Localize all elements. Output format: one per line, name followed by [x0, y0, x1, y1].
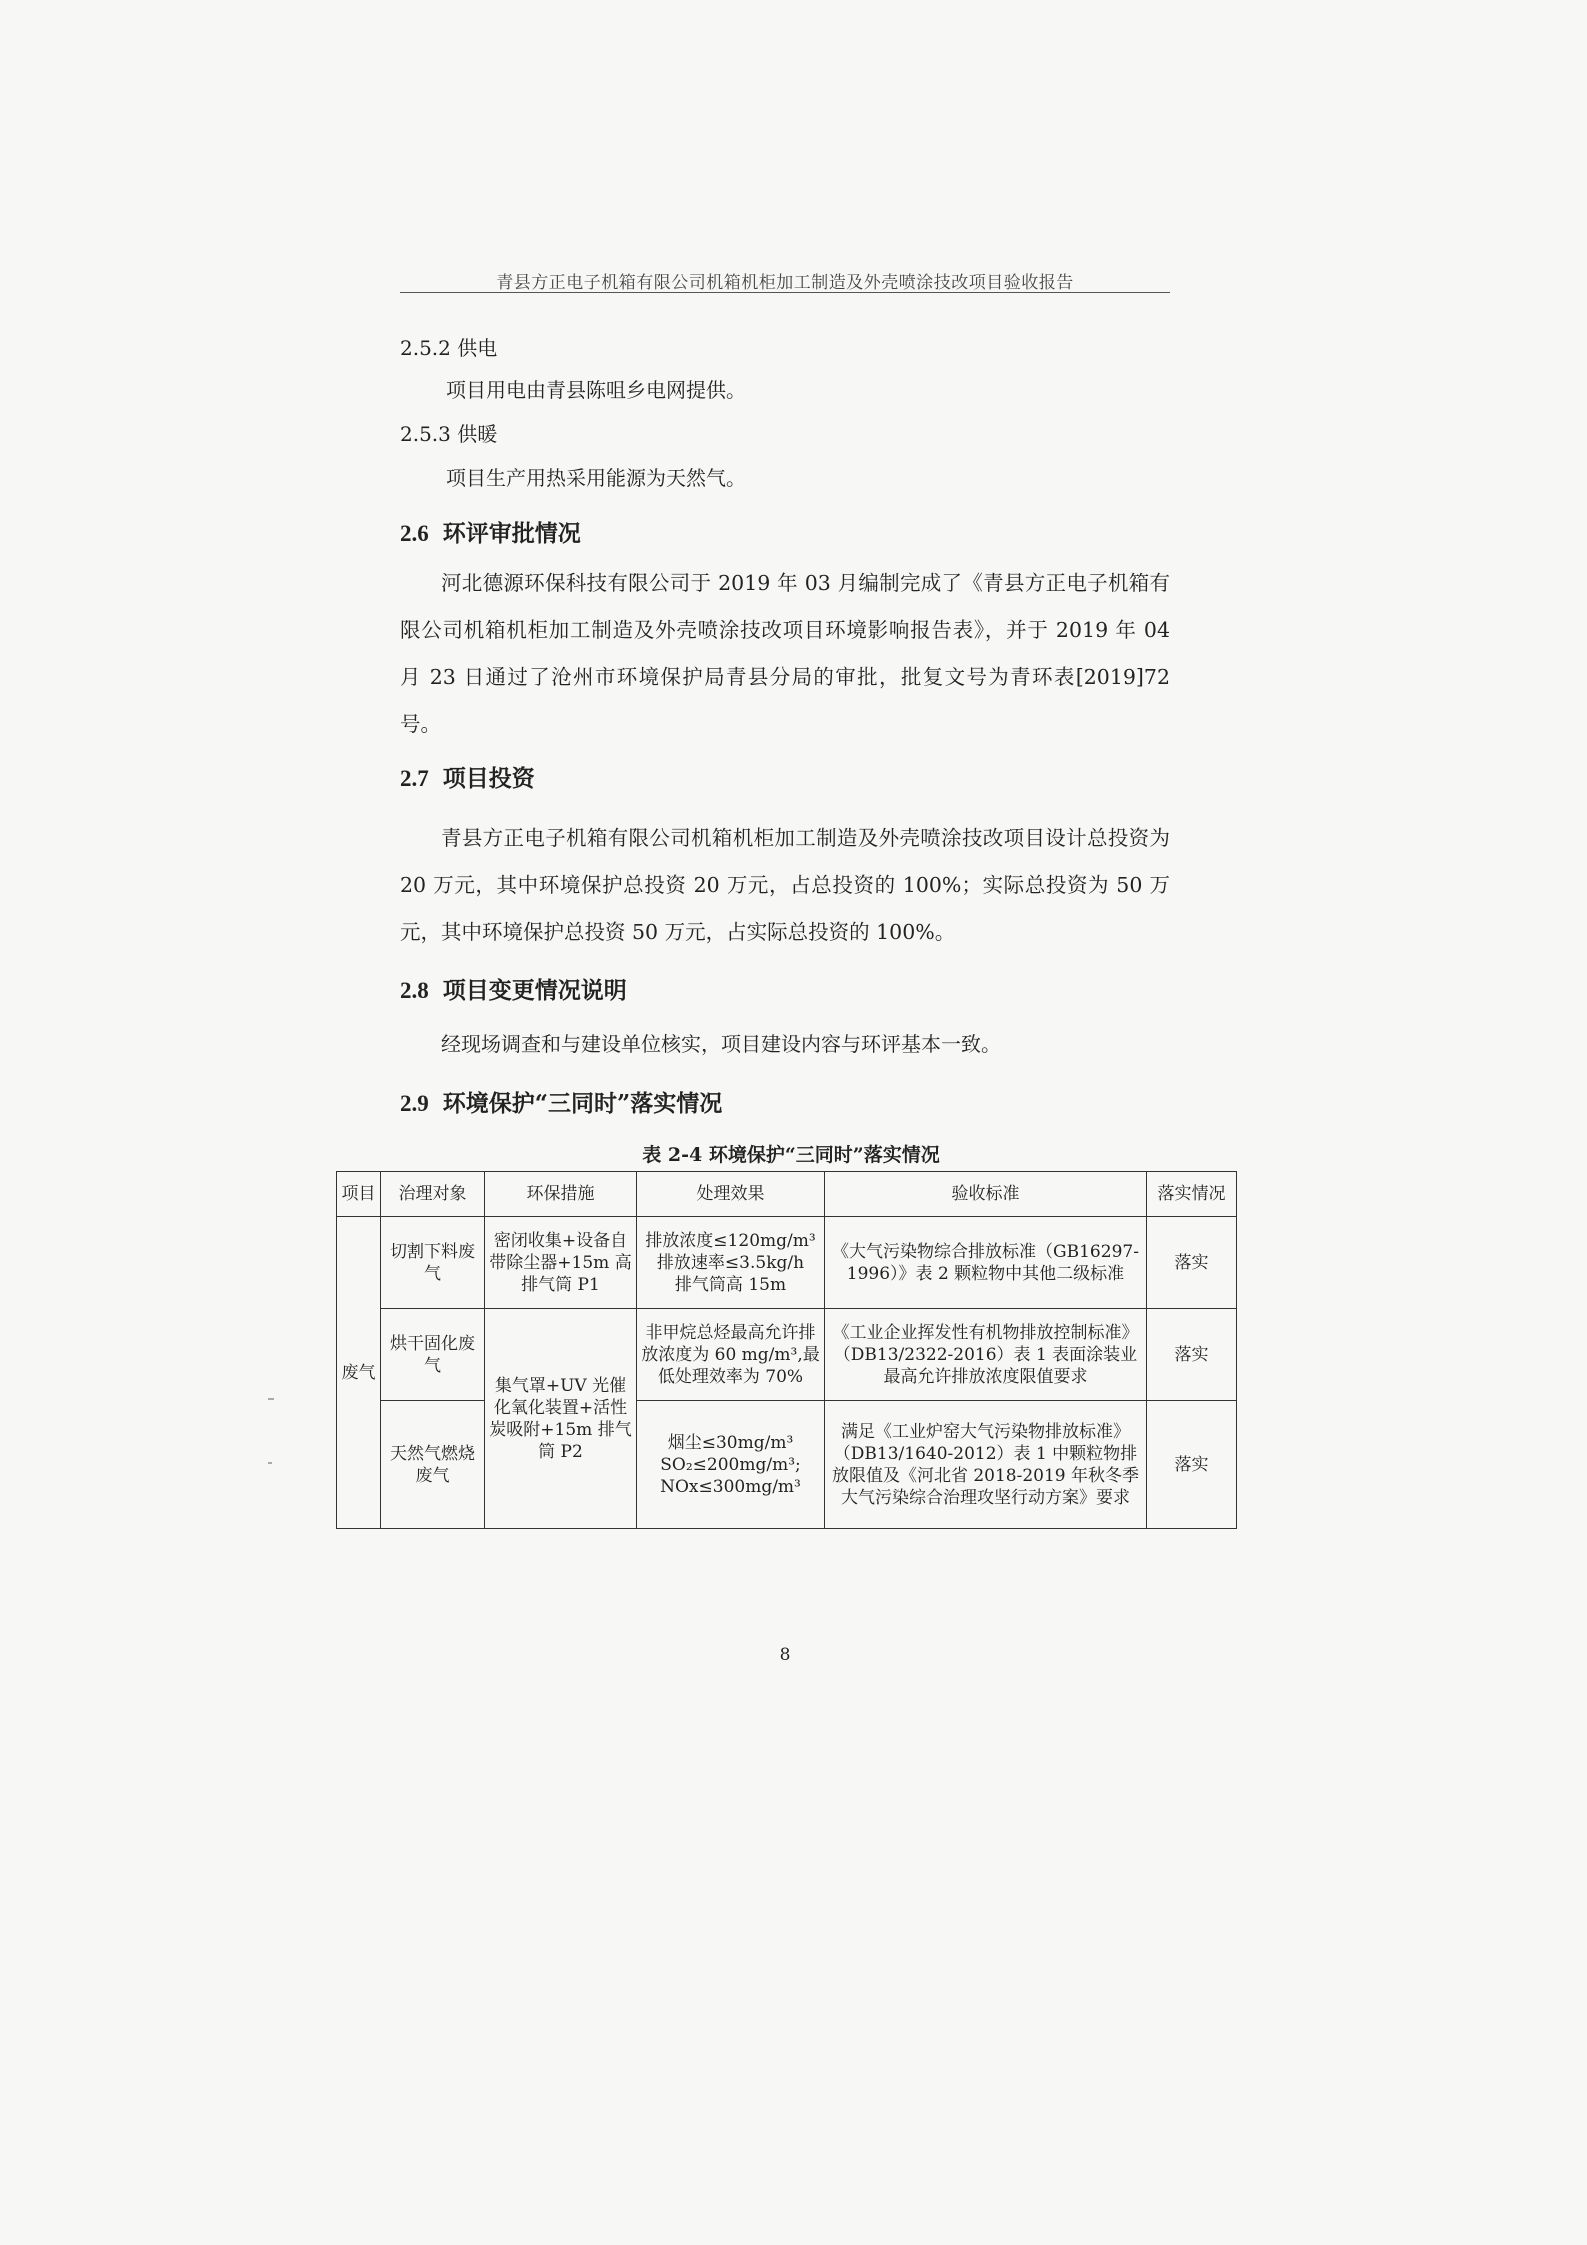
effect-line: 排放速率≤3.5kg/h [656, 1252, 805, 1273]
table-row [337, 1309, 1237, 1401]
standard-cell: 满足《工业炉窑大气污染物排放标准》（DB13/1640-2012）表 1 中颗粒物排放限值及《河北省 2018-2019 年秋冬季大气污染综合治理攻坚行动方案》要求 [825, 1401, 1147, 1529]
section-2-5-3-body: 项目生产用热采用能源为天然气。 [446, 466, 746, 490]
section-title: 环境保护“三同时”落实情况 [442, 1090, 723, 1117]
three-simultaneous-table [336, 1171, 1237, 1529]
effect-cell: 非甲烷总烃最高允许排放浓度为 60 mg/m³,最低处理效率为 70% [637, 1309, 825, 1401]
effect-cell [637, 1401, 825, 1529]
measure-cell: 密闭收集+设备自带除尘器+15m 高排气筒 P1 [485, 1217, 637, 1309]
section-number: 2.9 [400, 1091, 429, 1116]
section-title: 项目投资 [442, 765, 535, 792]
effect-line: SO₂≤200mg/m³; [660, 1454, 801, 1475]
shared-measure-cell: 集气罩+UV 光催化氧化装置+活性炭吸附+15m 排气筒 P2 [485, 1309, 637, 1529]
effect-line: NOx≤300mg/m³ [660, 1476, 801, 1497]
scan-speck [268, 1462, 272, 1464]
target-cell: 切割下料废气 [381, 1217, 485, 1309]
section-2-8-heading [400, 972, 627, 1005]
header-target: 治理对象 [381, 1172, 485, 1217]
section-number: 2.7 [400, 766, 429, 791]
target-cell: 烘干固化废气 [381, 1309, 485, 1401]
header-rule [400, 292, 1170, 293]
section-2-5-2-heading: 2.5.2 供电 [400, 336, 498, 360]
section-number: 2.6 [400, 521, 429, 546]
header-effect: 处理效果 [637, 1172, 825, 1217]
target-cell: 天然气燃烧废气 [381, 1401, 485, 1529]
paragraph: 青县方正电子机箱有限公司机箱机柜加工制造及外壳喷涂技改项目设计总投资为 20 万元，其中环境保护总投资 20 万元，占总投资的 100%；实际总投资为 50 万元，其中环境保护总投资 50 万元，占实际总投资的 100%。 [400, 826, 1170, 944]
section-number: 2.8 [400, 978, 429, 1003]
scan-speck [268, 1398, 274, 1400]
table-caption: 表 2-4 环境保护“三同时”落实情况 [642, 1144, 940, 1166]
section-2-5-2-body: 项目用电由青县陈咀乡电网提供。 [446, 378, 746, 402]
standard-cell: 《大气污染物综合排放标准（GB16297-1996）》表 2 颗粒物中其他二级标准 [825, 1217, 1147, 1309]
page-number: 8 [779, 1645, 791, 1665]
section-2-5-3-heading: 2.5.3 供暖 [400, 422, 498, 446]
effect-line: 排气筒高 15m [674, 1274, 787, 1295]
section-2-7-body [400, 815, 1170, 956]
status-cell: 落实 [1147, 1217, 1237, 1309]
status-cell: 落实 [1147, 1401, 1237, 1529]
standard-cell: 《工业企业挥发性有机物排放控制标准》（DB13/2322-2016）表 1 表面涂装业最高允许排放浓度限值要求 [825, 1309, 1147, 1401]
header-status: 落实情况 [1147, 1172, 1237, 1217]
section-2-9-heading [400, 1085, 722, 1118]
header-standard: 验收标准 [825, 1172, 1147, 1217]
paragraph: 河北德源环保科技有限公司于 2019 年 03 月编制完成了《青县方正电子机箱有限公司机箱机柜加工制造及外壳喷涂技改项目环境影响报告表》，并于 2019 年 04 月 23 日通过了沧州市环境保护局青县分局的审批，批复文号为青环表[2019]72 号。 [400, 571, 1170, 736]
section-2-6-heading [400, 515, 581, 548]
table-header-row [337, 1172, 1237, 1217]
running-header: 青县方正电子机箱有限公司机箱机柜加工制造及外壳喷涂技改项目验收报告 [496, 273, 1074, 293]
category-cell: 废气 [337, 1217, 381, 1529]
status-cell: 落实 [1147, 1309, 1237, 1401]
effect-line: 烟尘≤30mg/m³ [667, 1432, 794, 1453]
section-title: 项目变更情况说明 [442, 977, 627, 1004]
effect-line: 排放浓度≤120mg/m³ [645, 1230, 816, 1251]
section-2-6-body [400, 560, 1170, 748]
effect-cell [637, 1217, 825, 1309]
header-measure: 环保措施 [485, 1172, 637, 1217]
header-project: 项目 [337, 1172, 381, 1217]
table-row [337, 1401, 1237, 1529]
section-title: 环评审批情况 [442, 520, 581, 547]
table-row [337, 1217, 1237, 1309]
section-2-8-body: 经现场调查和与建设单位核实，项目建设内容与环评基本一致。 [441, 1032, 1001, 1056]
section-2-7-heading [400, 760, 535, 793]
